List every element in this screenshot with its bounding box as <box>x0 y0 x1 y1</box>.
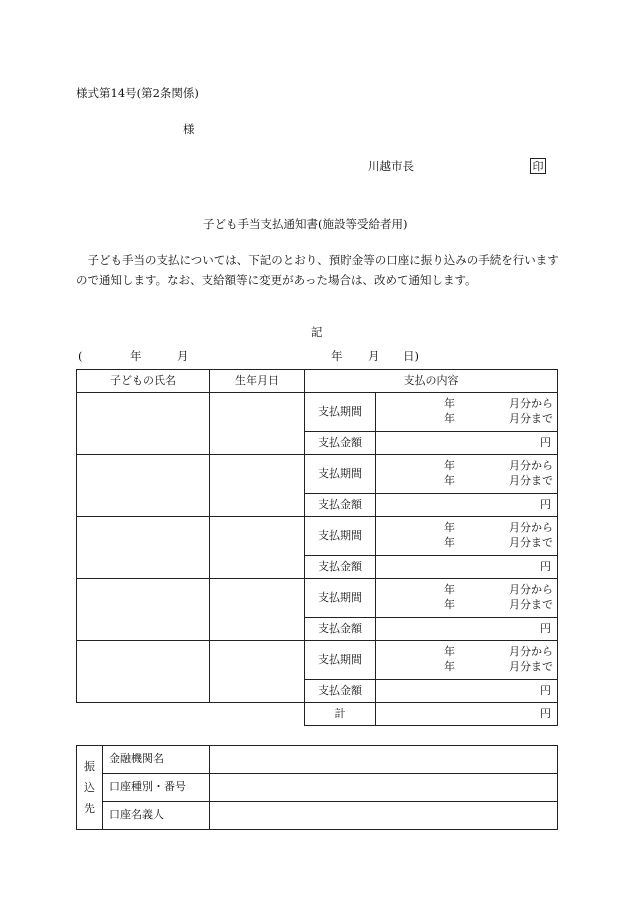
header-child-name: 子どもの氏名 <box>77 370 210 393</box>
seal-mark: 印 <box>530 158 546 174</box>
form-number: 様式第14号(第2条関係) <box>76 86 199 100</box>
payment-period-label: 支払期間 <box>305 393 376 432</box>
child-name-cell[interactable] <box>77 517 210 579</box>
total-label: 計 <box>305 703 376 726</box>
total-amount-value: 円 <box>376 703 558 726</box>
period-month-1: 月 <box>177 349 189 363</box>
payment-period-label: 支払期間 <box>305 455 376 494</box>
period-month-2: 月 <box>368 349 380 363</box>
birthdate-cell[interactable] <box>210 579 305 641</box>
bank-name-label: 金融機関名 <box>103 746 210 774</box>
account-type-number-field[interactable] <box>210 774 558 802</box>
payment-period-label: 支払期間 <box>305 579 376 618</box>
account-holder-label: 口座名義人 <box>103 802 210 830</box>
account-type-number-label: 口座種別・番号 <box>103 774 210 802</box>
notice-body: 子ども手当の支払については、下記のとおり、預貯金等の口座に振り込みの手続を行いますので通知します。なお、支給額等に変更があった場合は、改めて通知します。 <box>76 253 559 287</box>
payment-period-value: 年 月分から 年 月分まで <box>376 517 558 556</box>
payment-amount-value: 円 <box>376 494 558 517</box>
account-holder-field[interactable] <box>210 802 558 830</box>
payment-amount-value: 円 <box>376 432 558 455</box>
payment-amount-value: 円 <box>376 680 558 703</box>
payment-amount-value: 円 <box>376 556 558 579</box>
child-name-cell[interactable] <box>77 641 210 703</box>
child-name-cell[interactable] <box>77 393 210 455</box>
issuer-name: 川越市長 <box>368 159 414 173</box>
payment-amount-label: 支払金額 <box>305 494 376 517</box>
birthdate-cell[interactable] <box>210 517 305 579</box>
blank-cell <box>77 703 210 726</box>
period-year-2: 年 <box>331 349 343 363</box>
birthdate-cell[interactable] <box>210 455 305 517</box>
payment-period-value: 年 月分から 年 月分まで <box>376 579 558 618</box>
child-name-cell[interactable] <box>77 579 210 641</box>
period-day-2: 日) <box>403 349 419 363</box>
payment-amount-label: 支払金額 <box>305 618 376 641</box>
document-title: 子ども手当支払通知書(施設等受給者用) <box>203 217 408 231</box>
period-year-1: 年 <box>130 349 142 363</box>
payment-amount-label: 支払金額 <box>305 556 376 579</box>
payment-period-label: 支払期間 <box>305 641 376 680</box>
period-open-paren: ( <box>78 349 83 363</box>
payment-amount-label: 支払金額 <box>305 432 376 455</box>
birthdate-cell[interactable] <box>210 641 305 703</box>
payment-period-value: 年 月分から 年 月分まで <box>376 641 558 680</box>
addressee-suffix: 様 <box>183 122 195 136</box>
blank-cell <box>210 703 305 726</box>
transfer-destination-label: 振 込 先 <box>77 746 103 830</box>
payment-period-label: 支払期間 <box>305 517 376 556</box>
payment-period-value: 年 月分から 年 月分まで <box>376 455 558 494</box>
header-birthdate: 生年月日 <box>210 370 305 393</box>
payment-table <box>76 369 558 726</box>
header-payment-content: 支払の内容 <box>305 370 558 393</box>
payment-period-value: 年 月分から 年 月分まで <box>376 393 558 432</box>
bank-transfer-table <box>76 745 558 830</box>
payment-amount-label: 支払金額 <box>305 680 376 703</box>
ki-label: 記 <box>311 325 323 339</box>
bank-name-field[interactable] <box>210 746 558 774</box>
payment-amount-value: 円 <box>376 618 558 641</box>
birthdate-cell[interactable] <box>210 393 305 455</box>
child-name-cell[interactable] <box>77 455 210 517</box>
